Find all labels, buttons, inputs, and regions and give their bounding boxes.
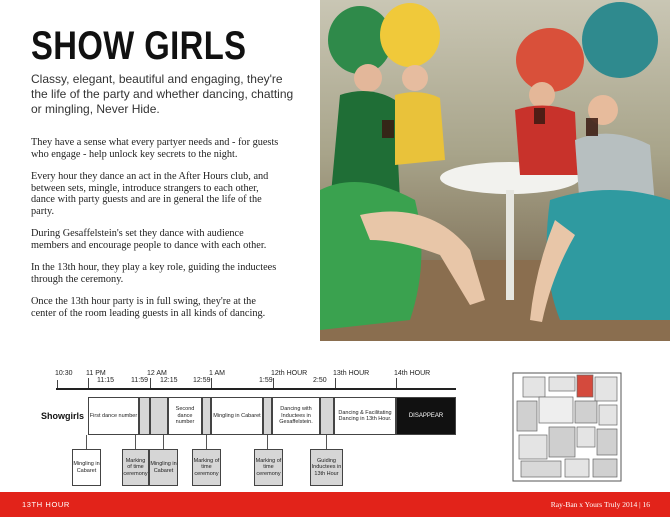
- timeline-segment: [320, 397, 334, 435]
- timeline-tick: [273, 378, 274, 388]
- time-label: 13th HOUR: [333, 370, 370, 377]
- paragraph: During Gesaffelstein's set they dance with audience members and encourage people to dance with each other.: [31, 228, 267, 251]
- paragraph: Every hour they dance an act in the After Hours club, and between sets, mingle, introduce strangers to each other, dance with party guests and are in general the life of the party.: [31, 171, 269, 217]
- timeline-segment: Second dance number: [168, 397, 202, 435]
- timeline-segment: Mingling in Cabaret: [211, 397, 263, 435]
- sub-activity-box: Guiding Inductees in 13th Hour: [310, 449, 343, 486]
- sub-time-label: 11:59: [131, 377, 148, 384]
- footer-section-label: 13TH HOUR: [22, 500, 70, 509]
- sub-time-label: 12:59: [193, 377, 211, 384]
- timeline-tick: [150, 378, 151, 388]
- sub-time-label: 12:15: [160, 377, 178, 384]
- timeline-tick: [57, 380, 58, 388]
- connector-line: [86, 435, 87, 449]
- sub-time-label: 2:50: [313, 377, 327, 384]
- connector-line: [267, 435, 268, 449]
- body-text: [31, 137, 283, 330]
- timeline-tick: [396, 378, 397, 388]
- sub-activity-box: Marking of time ceremony: [122, 449, 149, 486]
- timeline-segment: Dancing with Inductees in Gesaffelstein.: [272, 397, 320, 435]
- page-subtitle: Classy, elegant, beautiful and engaging, they're the life of the party and whether dancing, chatting or mingling, Never Hide.: [31, 72, 294, 116]
- time-label: 11 PM: [86, 370, 106, 377]
- footer-page-info: Ray-Ban x Yours Truly 2014 | 16: [550, 500, 650, 509]
- time-label: 10:30: [55, 370, 73, 377]
- floor-plan-map: [509, 367, 629, 485]
- timeline-tick: [335, 378, 336, 388]
- sub-activity-box: Mingling in Cabaret: [149, 449, 178, 486]
- timeline-tick: [88, 378, 89, 388]
- paragraph: They have a sense what every partyer needs and - for guests who engage - help unlock key secrets to the night.: [31, 137, 279, 160]
- paragraph: Once the 13th hour party is in full swing, they're at the center of the room leading guests in all kinds of dancing.: [31, 296, 266, 319]
- time-label: 14th HOUR: [394, 370, 431, 377]
- timeline-segment: [150, 397, 168, 435]
- sub-activity-box: Marking of time ceremony: [192, 449, 221, 486]
- connector-line: [163, 435, 164, 449]
- time-label: 12th HOUR: [271, 370, 308, 377]
- sub-time-label: 11:15: [97, 377, 114, 384]
- page-title: SHOW GIRLS: [31, 24, 247, 68]
- timeline-segment: [202, 397, 211, 435]
- showgirls-photo: [320, 0, 670, 341]
- footer-bar: [0, 492, 670, 517]
- timeline-tick: [211, 378, 212, 388]
- timeline-segment: [263, 397, 272, 435]
- connector-line: [206, 435, 207, 449]
- sub-activity-box: Mingling in Cabaret: [72, 449, 101, 486]
- paragraph: In the 13th hour, they play a key role, guiding the inductees through the ceremony.: [31, 262, 277, 285]
- row-label: Showgirls: [41, 411, 85, 421]
- time-label: 12 AM: [147, 370, 167, 377]
- connector-line: [135, 435, 136, 449]
- sub-time-label: 1:59: [259, 377, 273, 384]
- timeline-segment: Dancing & Facilitating Dancing in 13th Hour.: [334, 397, 396, 435]
- timeline-axis: [56, 388, 456, 390]
- timeline-segment: First dance number: [88, 397, 139, 435]
- timeline-segment: DISAPPEAR: [396, 397, 456, 435]
- time-label: 1 AM: [209, 370, 225, 377]
- timeline-segment: [139, 397, 150, 435]
- sub-activity-box: Marking of time ceremony: [254, 449, 283, 486]
- connector-line: [326, 435, 327, 449]
